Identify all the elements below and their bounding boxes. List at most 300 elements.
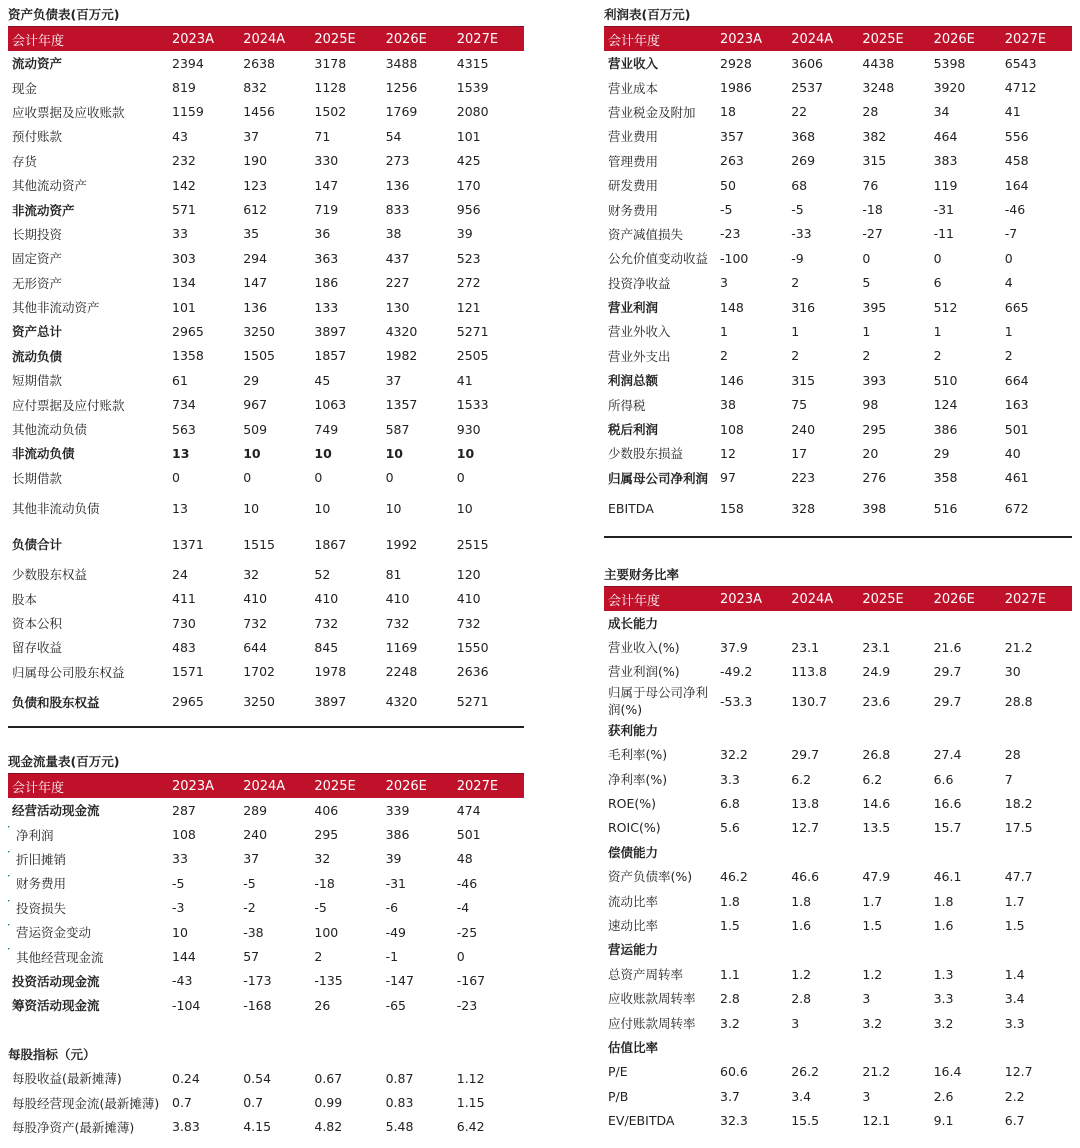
cell-value: 2394 [172, 55, 204, 71]
cell-value: -167 [456, 973, 486, 989]
cell-value: 358 [933, 470, 958, 486]
cell-value: 501 [456, 827, 481, 843]
cell-value: 1.5 [1004, 917, 1025, 933]
table-row [604, 417, 1072, 441]
table-row [8, 490, 524, 526]
cell-value: 6.8 [720, 796, 740, 812]
cell-value: -46 [1004, 202, 1026, 218]
cell-value: 4.82 [314, 1119, 343, 1135]
cell-value: 732 [456, 615, 481, 631]
cell-value: 18.2 [1004, 796, 1033, 812]
row-label: 其他流动负债 [12, 422, 88, 438]
cell-value: 4320 [385, 323, 418, 339]
empty-cell [1001, 611, 1072, 635]
cell-value: 144 [172, 949, 196, 965]
row-label: 每股经营现金流(最新摊薄) [12, 1095, 160, 1111]
cell-value: 5.48 [385, 1119, 414, 1135]
empty-cell [930, 1035, 1001, 1059]
cell-value: 12.7 [791, 820, 820, 836]
empty-cell [787, 840, 858, 864]
row-label: 投资净收益 [608, 275, 671, 291]
row-label: 净利润 [8, 822, 168, 846]
cell-value: 68 [791, 177, 808, 193]
cell-value: -5 [791, 202, 804, 218]
empty-cell [1001, 718, 1072, 742]
row-label: 毛利率(%) [608, 747, 668, 763]
cell-value: 13 [172, 500, 188, 516]
ratios-title: 主要财务比率 [604, 567, 680, 582]
cell-value: 170 [456, 177, 481, 193]
cell-value: 130.7 [791, 693, 827, 709]
cell-value: 240 [243, 827, 268, 843]
cell-value: 3 [862, 991, 871, 1007]
cell-value: 163 [1004, 397, 1029, 413]
cell-value: 2 [933, 348, 942, 364]
row-label: 长期借款 [12, 470, 63, 486]
cell-value: 2965 [172, 323, 204, 339]
cell-value: 100 [314, 924, 339, 940]
empty-cell [930, 611, 1001, 635]
table-row [604, 865, 1072, 889]
row-label: 折旧摊销 [8, 847, 168, 871]
cell-value: 3488 [385, 55, 418, 71]
row-label: P/E [608, 1064, 628, 1080]
row-label: 总资产周转率 [608, 966, 684, 982]
cell-value: 386 [385, 827, 410, 843]
cell-value: 21.2 [862, 1064, 891, 1080]
cell-value: 1371 [172, 536, 204, 552]
cell-value: -18 [314, 875, 335, 891]
cell-value: 1505 [243, 348, 275, 364]
cell-value: 130 [385, 299, 410, 315]
table-row [604, 246, 1072, 270]
cell-value: 410 [243, 591, 268, 607]
cell-value: 15.7 [933, 820, 962, 836]
row-label: 营业外支出 [608, 348, 671, 364]
cell-value: -1 [385, 949, 399, 965]
row-label: 营运资金变动 [8, 920, 168, 944]
table-row [604, 295, 1072, 319]
cell-value: 37 [243, 128, 260, 144]
cell-value: -3 [172, 900, 185, 916]
cell-value: 749 [314, 421, 339, 437]
cell-value: -27 [862, 226, 883, 242]
row-label: ROIC(%) [608, 820, 661, 836]
table-row [604, 271, 1072, 295]
cell-value: 2515 [456, 536, 489, 552]
cell-value: 734 [172, 397, 196, 413]
cell-value: 3606 [791, 55, 823, 71]
cell-value: 23.1 [791, 640, 820, 656]
table-row [604, 149, 1072, 173]
cell-value: 0 [456, 949, 465, 965]
table-row [8, 896, 524, 920]
row-label: 获利能力 [608, 722, 659, 738]
cell-value: 57 [243, 949, 260, 965]
header-year: 2025E [310, 27, 381, 52]
header-label: 会计年度 [604, 27, 716, 52]
cell-value: -31 [385, 875, 406, 891]
cell-value: 410 [456, 591, 481, 607]
cashflow-section [8, 751, 524, 1018]
cell-value: 3.2 [933, 1015, 954, 1031]
row-label: 速动比率 [608, 917, 659, 933]
cell-value: 3 [791, 1015, 800, 1031]
header-label: 会计年度 [8, 27, 168, 52]
cell-value: 2248 [385, 664, 418, 680]
cell-value: 21.6 [933, 640, 962, 656]
row-label: 经营活动现金流 [12, 803, 100, 819]
cell-value: 672 [1004, 500, 1029, 516]
header-year: 2023A [716, 27, 787, 52]
row-label: 无形资产 [12, 275, 63, 291]
cell-value: 1.1 [720, 966, 740, 982]
header-row [604, 27, 1072, 52]
row-label: 营业成本 [608, 80, 659, 96]
cell-value: 1.15 [456, 1095, 485, 1111]
table-row [604, 635, 1072, 659]
row-label: 资产总计 [12, 324, 63, 340]
row-label: 管理费用 [608, 153, 659, 169]
cell-value: 458 [1004, 153, 1029, 169]
cell-value: 50 [720, 177, 736, 193]
cell-value: 10 [456, 500, 473, 516]
table-row [8, 586, 524, 610]
cell-value: 29 [243, 372, 260, 388]
cell-value: 32 [243, 566, 260, 582]
row-label: 成长能力 [608, 615, 659, 631]
cell-value: 272 [456, 275, 481, 291]
cell-value: -49.2 [720, 664, 753, 680]
table-row [604, 816, 1072, 840]
balance-sheet-title: 资产负债表(百万元) [8, 7, 120, 22]
cell-value: 410 [385, 591, 410, 607]
cell-value: 136 [385, 177, 410, 193]
cell-value: 571 [172, 202, 196, 218]
cell-value: 0 [456, 470, 465, 486]
table-row [8, 969, 524, 993]
empty-cell [858, 938, 929, 962]
cell-value: 1.2 [862, 966, 883, 982]
cell-value: 2537 [791, 80, 823, 96]
cell-value: 240 [791, 421, 816, 437]
cell-value: 5398 [933, 55, 966, 71]
cell-value: -104 [172, 997, 201, 1013]
table-row [604, 684, 1072, 718]
cell-value: -4 [456, 900, 470, 916]
ratios-table [604, 586, 1072, 1133]
pershare-title: 每股指标（元） [8, 1047, 96, 1062]
cell-value: 164 [1004, 177, 1029, 193]
header-row [604, 587, 1072, 612]
cell-value: 12.1 [862, 1113, 891, 1129]
cell-value: 1867 [314, 536, 347, 552]
cell-value: 32.3 [720, 1113, 748, 1129]
cell-value: 146 [720, 372, 744, 388]
cell-value: 1539 [456, 80, 489, 96]
cell-value: 483 [172, 639, 196, 655]
cell-value: 845 [314, 639, 339, 655]
empty-cell [858, 611, 929, 635]
cell-value: 269 [791, 153, 816, 169]
row-label: 偿债能力 [608, 844, 659, 860]
table-row [8, 441, 524, 465]
cell-value: 108 [720, 421, 744, 437]
table-row [8, 993, 524, 1017]
cell-value: 1358 [172, 348, 204, 364]
cell-value: 54 [385, 128, 402, 144]
cell-value: 303 [172, 250, 196, 266]
table-row [604, 743, 1072, 767]
cell-value: -9 [791, 250, 804, 266]
pershare-table [8, 1066, 524, 1139]
cell-value: 1.8 [791, 893, 812, 909]
header-year: 2023A [168, 27, 239, 52]
empty-cell [858, 840, 929, 864]
table-row [8, 100, 524, 124]
cell-value: 46.1 [933, 869, 962, 885]
cell-value: 3.4 [1004, 991, 1025, 1007]
row-label: 每股收益(最新摊薄) [12, 1071, 122, 1087]
row-label: 流动比率 [608, 893, 659, 909]
cell-value: 4315 [456, 55, 489, 71]
cell-value: 26.8 [862, 747, 891, 763]
cell-value: 21.2 [1004, 640, 1033, 656]
row-label: 应收账款周转率 [608, 991, 696, 1007]
cell-value: 1.2 [791, 966, 812, 982]
cell-value: 29 [933, 445, 950, 461]
table-row [8, 1115, 524, 1139]
table-row [604, 962, 1072, 986]
cell-value: 2 [1004, 348, 1013, 364]
row-label: 营运能力 [608, 942, 659, 958]
cell-value: 28 [1004, 747, 1021, 763]
cell-value: -53.3 [720, 693, 753, 709]
cell-value: 12 [720, 445, 736, 461]
cell-value: -49 [385, 924, 406, 940]
cell-value: 386 [933, 421, 958, 437]
table-row [8, 392, 524, 416]
cell-value: 1063 [314, 397, 347, 413]
cell-value: 2 [862, 348, 871, 364]
cashflow-title: 现金流量表(百万元) [8, 754, 120, 769]
cell-value: 1 [791, 323, 800, 339]
cell-value: 0.24 [172, 1070, 200, 1086]
table-row [604, 197, 1072, 221]
cell-value: 1.6 [791, 917, 812, 933]
cell-value: 1256 [385, 80, 418, 96]
cell-value: 10 [385, 445, 403, 461]
cell-value: -7 [1004, 226, 1018, 242]
table-row [8, 526, 524, 562]
cell-value: 34 [933, 104, 950, 120]
cell-value: 1.3 [933, 966, 954, 982]
cell-value: 330 [314, 153, 339, 169]
cell-value: -11 [933, 226, 954, 242]
cell-value: 0.7 [172, 1095, 192, 1111]
row-label: 少数股东权益 [12, 567, 88, 583]
cell-value: -5 [314, 900, 327, 916]
cell-value: 136 [243, 299, 268, 315]
cell-value: 295 [314, 827, 339, 843]
cell-value: 587 [385, 421, 410, 437]
cell-value: 10 [314, 500, 331, 516]
section-row [604, 611, 1072, 635]
table-row [604, 222, 1072, 246]
table-row [604, 490, 1072, 526]
cell-value: 1.7 [862, 893, 883, 909]
cell-value: 2928 [720, 55, 752, 71]
cell-value: 124 [933, 397, 958, 413]
cell-value: 3.3 [720, 771, 740, 787]
table-row [604, 319, 1072, 343]
table-row [604, 75, 1072, 99]
cell-value: 9.1 [933, 1113, 954, 1129]
cell-value: 4.15 [243, 1119, 272, 1135]
cell-value: 1769 [385, 104, 418, 120]
cell-value: 315 [791, 372, 816, 388]
cell-value: -38 [243, 924, 264, 940]
table-row [8, 660, 524, 684]
row-label: 营业利润 [608, 300, 659, 316]
cell-value: 6.7 [1004, 1113, 1025, 1129]
cell-value: 123 [243, 177, 268, 193]
header-label: 会计年度 [604, 587, 716, 612]
cell-value: 357 [720, 128, 744, 144]
cell-value: 18 [720, 104, 736, 120]
cell-value: 186 [314, 275, 339, 291]
table-row [8, 271, 524, 295]
row-label: 应付票据及应付账款 [12, 397, 125, 413]
row-label: 投资活动现金流 [12, 973, 100, 989]
table-row [604, 1060, 1072, 1084]
cell-value: 3897 [314, 323, 347, 339]
empty-cell [930, 840, 1001, 864]
cell-value: 1515 [243, 536, 275, 552]
row-label: 资产减值损失 [608, 226, 684, 242]
cell-value: 223 [791, 470, 816, 486]
cell-value: 23.6 [862, 693, 891, 709]
empty-cell [1001, 840, 1072, 864]
cell-value: 339 [385, 802, 410, 818]
cell-value: 1571 [172, 664, 204, 680]
table-row [8, 368, 524, 392]
cell-value: 1456 [243, 104, 275, 120]
cell-value: 0 [385, 470, 394, 486]
cell-value: 6543 [1004, 55, 1037, 71]
cell-value: -6 [385, 900, 399, 916]
cell-value: 33 [172, 851, 188, 867]
header-year: 2023A [716, 587, 787, 612]
cell-value: 2638 [243, 55, 275, 71]
cell-value: 425 [456, 153, 481, 169]
cell-value: 3250 [243, 694, 275, 710]
cell-value: 510 [933, 372, 958, 388]
cell-value: 6.2 [862, 771, 883, 787]
row-label: 短期借款 [12, 373, 63, 389]
cell-value: 15.5 [791, 1113, 820, 1129]
table-row [8, 871, 524, 895]
cell-value: 1159 [172, 104, 204, 120]
cell-value: -135 [314, 973, 343, 989]
table-row [8, 847, 524, 871]
row-label: 留存收益 [12, 640, 63, 656]
cell-value: 0.87 [385, 1070, 414, 1086]
cell-value: 395 [862, 299, 887, 315]
cell-value: 0 [933, 250, 942, 266]
cell-value: 20 [862, 445, 879, 461]
cell-value: 32.2 [720, 747, 748, 763]
cell-value: 464 [933, 128, 958, 144]
cell-value: 24.9 [862, 664, 891, 680]
cell-value: 37 [243, 851, 260, 867]
cell-value: 2 [314, 949, 323, 965]
header-year: 2023A [168, 774, 239, 799]
cell-value: 3920 [933, 80, 966, 96]
cell-value: 227 [385, 275, 410, 291]
cell-value: 276 [862, 470, 887, 486]
cell-value: 13.8 [791, 796, 820, 812]
cell-value: 10 [172, 924, 188, 940]
row-label: 归属母公司净利润 [608, 470, 709, 486]
divider [604, 536, 1072, 538]
empty-cell [1001, 938, 1072, 962]
cell-value: 2505 [456, 348, 489, 364]
header-year: 2027E [1001, 27, 1072, 52]
cell-value: 315 [862, 153, 887, 169]
cell-value: -168 [243, 997, 272, 1013]
table-row [604, 368, 1072, 392]
table-row [604, 913, 1072, 937]
cell-value: 4712 [1004, 80, 1037, 96]
row-label: 财务费用 [608, 202, 659, 218]
header-year: 2025E [310, 774, 381, 799]
cell-value: 3248 [862, 80, 895, 96]
row-label: 投资损失 [8, 896, 168, 920]
cell-value: 0 [314, 470, 323, 486]
cell-value: 71 [314, 128, 331, 144]
header-year: 2025E [858, 27, 929, 52]
row-label: 负债合计 [12, 537, 63, 553]
cell-value: 41 [456, 372, 473, 388]
cell-value: -23 [456, 997, 478, 1013]
cell-value: 5 [862, 275, 871, 291]
section-row [604, 718, 1072, 742]
cell-value: 1 [1004, 323, 1013, 339]
cell-value: 273 [385, 153, 410, 169]
cell-value: 5271 [456, 694, 489, 710]
table-row [8, 295, 524, 319]
cell-value: 46.6 [791, 869, 820, 885]
cell-value: 2.2 [1004, 1088, 1025, 1104]
cell-value: 14.6 [862, 796, 891, 812]
cell-value: 1992 [385, 536, 418, 552]
cell-value: -25 [456, 924, 478, 940]
header-year: 2026E [382, 27, 453, 52]
cell-value: -46 [456, 875, 478, 891]
cell-value: 48 [456, 851, 473, 867]
cell-value: 52 [314, 566, 331, 582]
cell-value: 5.6 [720, 820, 740, 836]
cell-value: 4438 [862, 55, 895, 71]
cell-value: 26.2 [791, 1064, 820, 1080]
table-row [604, 767, 1072, 791]
cell-value: 17.5 [1004, 820, 1033, 836]
row-label: 现金 [12, 80, 38, 96]
row-label: 利润总额 [608, 373, 659, 389]
row-label: 固定资产 [12, 251, 63, 267]
cell-value: 10 [385, 500, 402, 516]
